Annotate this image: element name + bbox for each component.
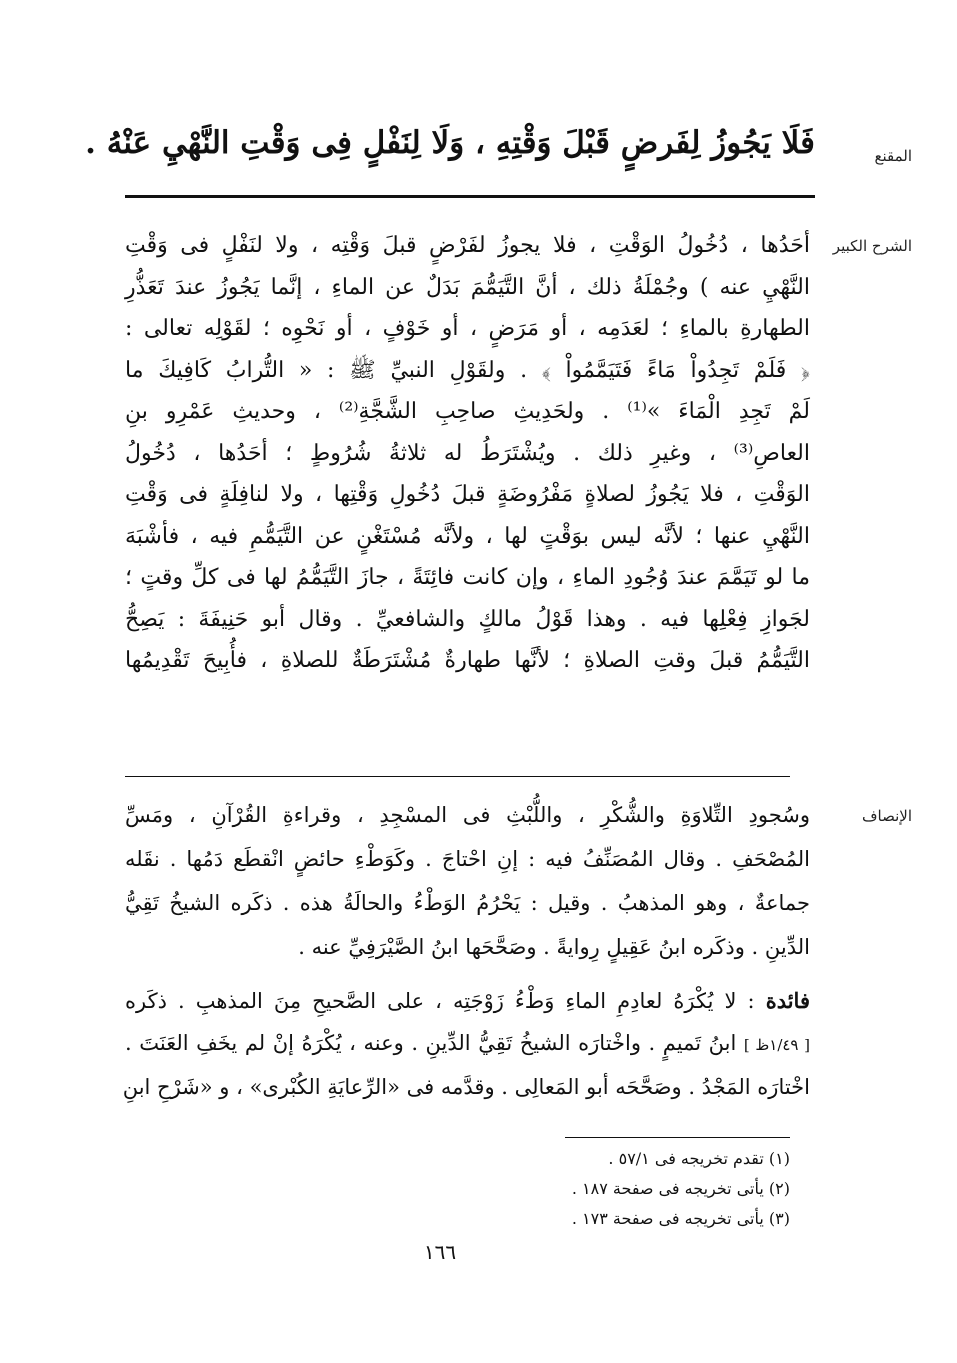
footnote: (٢) يأتى تخريجه فى صفحة ١٨٧ . [571,1179,790,1198]
page-number: ١٦٦ [423,1240,457,1264]
footnote: (١) تقدم تخريجه فى ٥٧/١ . [608,1149,790,1168]
muqni-label: المقنع [874,147,912,165]
sharh-label: الشرح الكبير [832,237,912,255]
text-line: المُصْحَفِ . وقال المُصَنِّفُ فيه : إنِ احْتاجَ . وكَوَطْءِ حائضٍ انْقطَع دَمُها . نقَله [125,847,810,871]
section-divider-thin [125,776,790,777]
fawaid-label: فائدة [765,988,810,1013]
text-line: جماعةٌ ، وهو المذهبُ . وقيل : يَحْرُمُ الوَطْءُ والحالَةُ هذه . ذكَره الشيخُ تَقِيُّ [125,891,810,915]
footnote-divider [565,1137,790,1138]
text-line: الدِّينِ . وذكَره ابنُ عَقِيلٍ رِوايةً . وصَحَّحَها ابنُ الصَّيْرَفِيِّ عنه . [298,935,810,959]
text-line: العاصِ⁽³⁾ ، وغيرِ ذلك . ويُشْتَرَطُ له ثلاثةُ شُرُوطٍ ؛ أحَدُها ، دُخُولُ [125,440,810,466]
text-line: التَّيَمُّمُ قبلَ وقتِ الصلاةِ ؛ لأنَّها طهارةٌ مُشْتَرَطَةٌ للصلاةِ ، فأُبِيحَ تَقْدِيمُها [125,648,810,673]
muqni-line: فَلَا يَجُوزُ لِفَرضٍ قَبْلَ وَقْتِهِ ، وَلَا لِنَفْلٍ فِى وَقْتِ النَّهْيِ عَنْهُ . [85,125,815,161]
text-line: وسُجودِ التِّلاوَةِ والشُّكْرِ ، واللُّبْثِ فى المسْجِدِ ، وقراءةِ القُرْآنِ ، ومَسِّ [125,803,810,827]
text-line: النَّهْيِ عنها ؛ لأنَّه ليس بوَقْتٍ لها ، ولأنَّه مُسْتَغْنٍ عن التَّيَمُّمِ فيه ، فأشْبَهَ [125,523,810,549]
footnote: (٣) يأتى تخريجه فى صفحة ١٧٣ . [571,1209,790,1228]
text-line: الوَقْتِ ، فلا يَجُوزُ لصلاةٍ مَفْرُوضَةٍ قبلَ دُخُولِ وَقْتِها ، ولا لنافِلَةٍ فى وَقْتِ [125,482,810,507]
text-line: لجَوازِ فِعْلِها فيه . وهذا قَوْلُ مالكٍ والشافعيِّ . وقال أبو حَنِيفَةَ : يَصِحُّ [125,606,810,632]
text-line: ﴿ فَلَمْ تَجِدُواْ مَاءً فَتَيَمَّمُواْ ﴾ . ولقَوْلِ النبيِّ ﷺ : « التُّرابُ كَافِيكَ ما [125,357,810,383]
fawaid-line-rest: ابنُ تَميمٍ . واخْتارَه الشيخُ تَقِيُّ الدِّينِ . وعنه ، يُكْرَهُ إنْ لم يخَفِ العَنَتَ . [125,1031,744,1055]
text-line [125,1022,810,1066]
fawaid-text [122,980,811,1108]
text-line: ما لو تَيَمَّمَ عندَ وُجُودِ الماءِ ، وإن كانت فائِتَةً ، جازَ التَّيَمُّمُ لها فى كلِّ وقتٍ ؛ [125,565,810,590]
insaf-text [125,793,810,969]
sharh-text [125,225,810,682]
text-line: الطهارةِ بالماءِ ؛ لعَدَمِه ، أو مَرَضٍ ، أو خَوْفٍ ، أو نَحْوِه ؛ لقَوْلِه تعالى : [125,316,810,341]
insaf-label: الإنصاف [861,807,912,825]
footnotes [330,1144,790,1234]
text-line: لَمْ تَجِدِ الْمَاءَ »⁽¹⁾ . ولحَدِيثِ صاحِبِ الشَّجَّةِ⁽²⁾ ، وحديثِ عَمْرِو بنِ [125,399,810,424]
text-line [125,980,810,1022]
manuscript-ref: [ ١/٤٩ظ ] [743,1036,811,1054]
text-line: اخْتارَه المَجْدُ . وصَحَّحَه أبو المَعالِى . وقدَّمه فى «الرِّعايَةِ الكُبْرى» ، و «شَرْحِ ابنِ [122,1075,810,1099]
muqni-text [85,118,815,168]
section-divider-thick [125,195,815,198]
text-line: النَّهْيِ عنه ) وجُمْلَةُ ذلك ، أنَّ التَّيَمُّمَ بَدَلٌ عن الماءِ ، إنَّما يَجُوزُ عندَ تَعَذُّرِ [125,274,810,300]
text-line: أحَدُها ، دُخُولُ الوَقْتِ ، فلا يجوزُ لفَرْضٍ قبلَ وَقْتِه ، ولا لنَفْلٍ فى وَقْتِ [125,233,810,258]
fawaid-line-rest: : لا يُكْرَهُ لعادِمِ الماءِ وَطْءُ زَوْجَتِه ، على الصَّحيحِ مِنَ المذهبِ . ذكَره [125,989,766,1013]
